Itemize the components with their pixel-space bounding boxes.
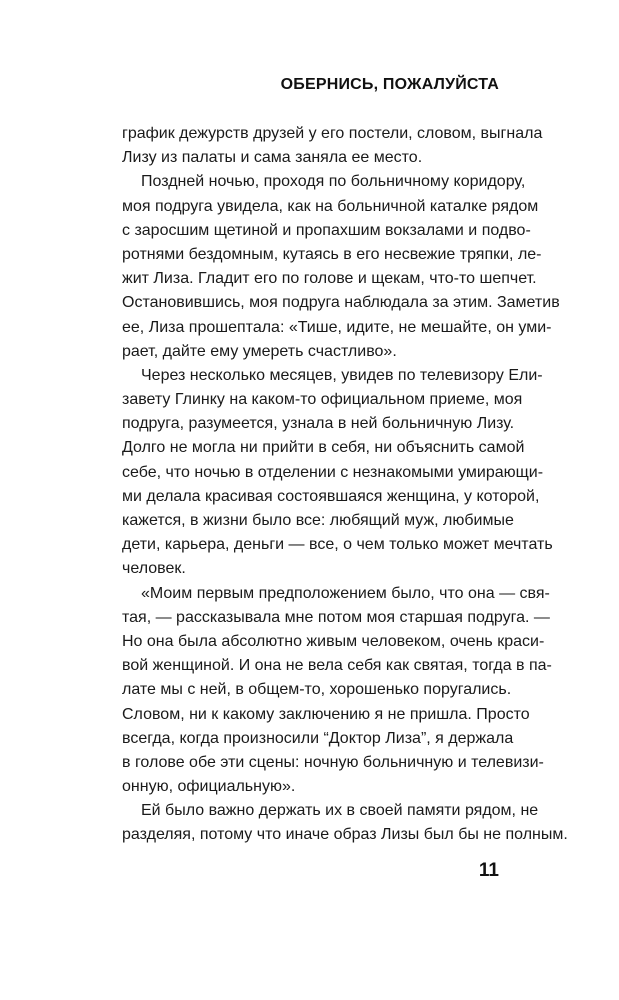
text-line: Поздней ночью, проходя по больничному коридору, bbox=[141, 173, 526, 191]
page-number: 11 bbox=[478, 860, 499, 881]
text-line: себе, что ночью в отделении с незнакомыми умирающи- bbox=[122, 463, 544, 481]
text-line: «Моим первым предположением было, что она — свя- bbox=[141, 584, 550, 602]
text-line: вой женщиной. И она не вела себя как святая, тогда в па- bbox=[122, 657, 552, 675]
paragraph bbox=[122, 122, 543, 170]
running-header: ОБЕРНИСЬ, ПОЖАЛУЙСТА bbox=[280, 76, 499, 93]
text-line: Остановившись, моя подруга наблюдала за этим. Заметив bbox=[122, 294, 560, 312]
text-line: Словом, ни к какому заключению я не пришла. Просто bbox=[122, 705, 530, 723]
text-line: онную, официальную». bbox=[122, 778, 296, 796]
text-line: тая, — рассказывала мне потом моя старшая подруга. — bbox=[122, 608, 550, 626]
text-line: разделяя, потому что иначе образ Лизы был бы не полным. bbox=[122, 826, 568, 844]
text-line: человек. bbox=[122, 560, 186, 578]
text-line: ми делала красивая состоявшаяся женщина, у которой, bbox=[122, 487, 540, 505]
paragraph bbox=[122, 799, 568, 847]
text-line: ротнями бездомным, кутаясь в его несвежие тряпки, ле- bbox=[122, 245, 542, 263]
text-line: подруга, разумеется, узнала в ней больничную Лизу. bbox=[122, 415, 515, 433]
text-line: дети, карьера, деньги — все, о чем только может мечтать bbox=[122, 536, 553, 554]
text-line: всегда, когда произносили “Доктор Лиза”, я держала bbox=[122, 729, 514, 747]
body-text bbox=[122, 122, 568, 848]
text-line: завету Глинку на каком-то официальном приеме, моя bbox=[122, 391, 523, 409]
paragraph bbox=[122, 582, 552, 800]
text-line: Долго не могла ни прийти в себя, ни объяснить самой bbox=[122, 439, 525, 457]
text-line: Лизу из палаты и сама заняла ее место. bbox=[122, 149, 423, 167]
text-line: Через несколько месяцев, увидев по телевизору Ели- bbox=[141, 366, 543, 384]
text-line: Ей было важно держать их в своей памяти рядом, не bbox=[141, 802, 539, 820]
text-line: Но она была абсолютно живым человеком, очень краси- bbox=[122, 632, 545, 650]
text-line: лате мы с ней, в общем-то, хорошенько поругались. bbox=[122, 681, 512, 699]
text-line: график дежурств друзей у его постели, словом, выгнала bbox=[122, 125, 543, 142]
text-line: ее, Лиза прошептала: «Тише, идите, не мешайте, он уми- bbox=[122, 318, 552, 336]
text-line: с заросшим щетиной и пропахшим вокзалами и подво- bbox=[122, 221, 531, 239]
text-line: в голове обе эти сцены: ночную больничную и телевизи- bbox=[122, 753, 544, 771]
paragraph bbox=[122, 364, 553, 582]
paragraph bbox=[122, 170, 560, 364]
text-line: жит Лиза. Гладит его по голове и щекам, что-то шепчет. bbox=[122, 270, 537, 288]
text-line: рает, дайте ему умереть счастливо». bbox=[122, 342, 397, 360]
text-line: кажется, в жизни было все: любящий муж, любимые bbox=[122, 512, 514, 529]
text-line: моя подруга увидела, как на больничной каталке рядом bbox=[122, 197, 539, 215]
